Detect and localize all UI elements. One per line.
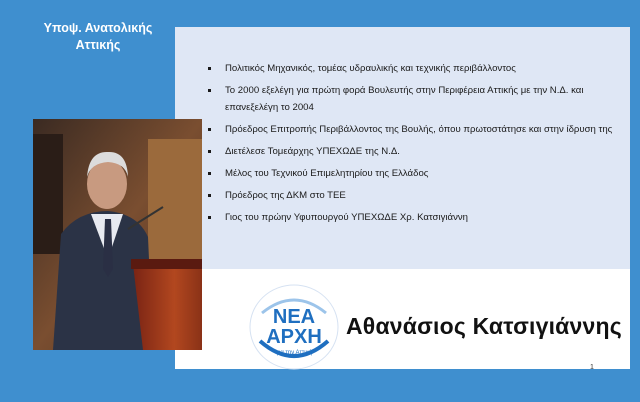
bio-item: Πολιτικός Μηχανικός, τομέας υδραυλικής και τεχνικής περιβάλλοντος [205,60,615,77]
bio-item: Γιος του πρώην Υφυπουργού ΥΠΕΧΩΔΕ Χρ. Κατσιγιάννη [205,209,615,226]
bio-item: Πρόεδρος Επιτροπής Περιβάλλοντος της Βουλής, όπου πρωτοστάτησε και στην ίδρυση της [205,121,615,138]
logo-line1: ΝΕΑ [272,306,316,328]
logo-line3: για την Αττική [276,350,312,356]
candidate-photo [33,119,202,350]
region-label [18,20,178,54]
logo-line2: ΑΡΧΗ [266,326,322,348]
page-number: 1 [590,364,594,371]
region-label-line2: Αττικής [75,38,121,52]
bio-item: Το 2000 εξελέγη για πρώτη φορά Βουλευτής στην Περιφέρεια Αττικής με την Ν.Δ. και επανεξελέγη το 2004 [205,82,615,116]
candidate-name: Αθανάσιος Κατσιγιάννης [346,313,622,339]
nea-arxi-logo [248,283,340,371]
bio-list [205,60,615,231]
bio-item: Μέλος του Τεχνικού Επιμελητηρίου της Ελλάδος [205,165,615,182]
region-label-line1: Υποψ. Ανατολικής [43,21,153,35]
bio-item: Πρόεδρος της ΔΚΜ στο ΤΕΕ [205,187,615,204]
bio-item: Διετέλεσε Τομεάρχης ΥΠΕΧΩΔΕ της Ν.Δ. [205,143,615,160]
